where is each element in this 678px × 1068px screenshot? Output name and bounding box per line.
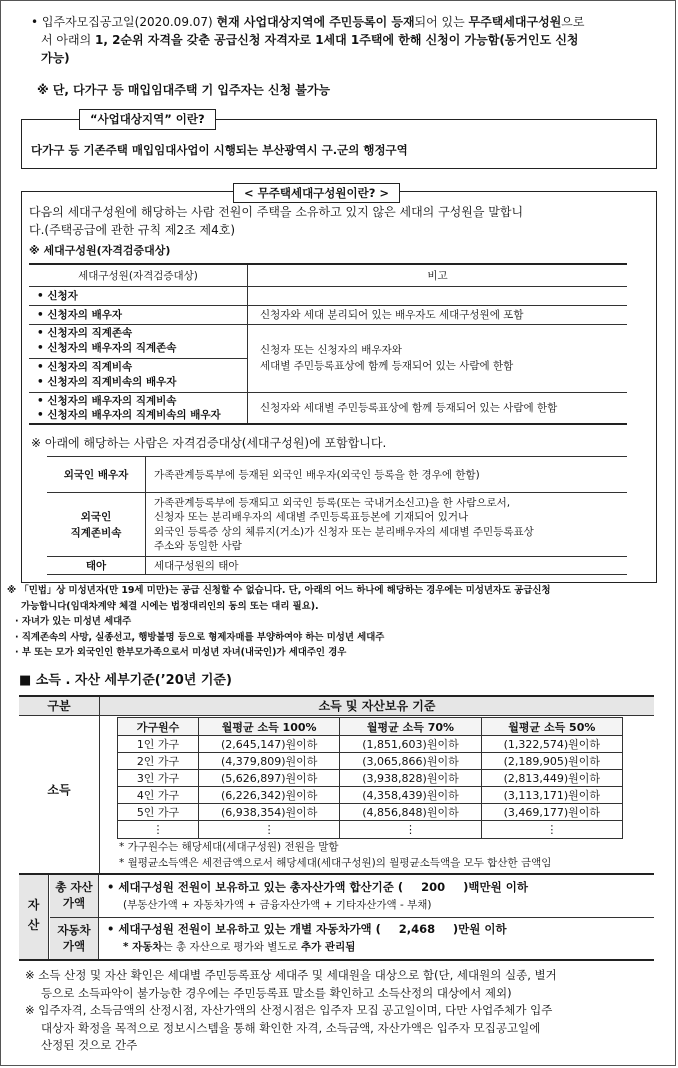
household-desc-line: 다음의 세대구성원에 해당하는 사람 전원이 주택을 소유하고 있지 않은 세대의 구성원을 말합니 xyxy=(29,205,524,219)
label-line: 가액 xyxy=(62,939,86,953)
cell: 3인 가구 xyxy=(118,770,199,787)
total-asset-formula: (부동산가액 + 자동차가액 + 금융자산가액 + 기타자산가액 - 부채) xyxy=(123,899,432,911)
cell: 2인 가구 xyxy=(118,753,199,770)
label-line: 직계존비속 xyxy=(70,526,122,539)
criterion-text: )만원 이하 xyxy=(452,922,507,936)
footer-line: 산정된 것으로 간주 xyxy=(41,1038,138,1052)
table-row xyxy=(118,753,623,770)
intro-note: ※ 단, 다가구 등 매입임대주택 기 입주자는 신청 불가능 xyxy=(37,83,331,97)
col-income-70: 월평균 소득 70% xyxy=(340,718,481,736)
note-cell: 신청자와 세대별 주민등록표상에 함께 등재되어 있는 사람에 한함 xyxy=(260,402,558,415)
table-row xyxy=(47,493,627,557)
col-income-50: 월평균 소득 50% xyxy=(481,718,622,736)
cell: (6,938,354)원이하 xyxy=(199,804,340,821)
table-row xyxy=(118,736,623,753)
col-header-note: 비고 xyxy=(427,269,448,282)
cell: (1,851,603)원이하 xyxy=(340,736,481,753)
car-asset-label xyxy=(50,918,99,959)
cell: (3,065,866)원이하 xyxy=(340,753,481,770)
member-line: • 신청자의 직계존속 xyxy=(37,327,133,339)
minor-line: · 부 또는 모가 외국인인 한부모가족으로서 미성년 자녀(내국인)가 세대주인 경우 xyxy=(15,647,347,658)
car-asset-value: 2,468 xyxy=(398,922,436,936)
cell: 5인 가구 xyxy=(118,804,199,821)
label-line: 총 자산 xyxy=(55,880,93,894)
table-row xyxy=(29,286,627,305)
asset-label-char: 산 xyxy=(27,918,40,932)
cell: (4,358,439)원이하 xyxy=(340,787,481,804)
included-text xyxy=(146,493,628,557)
intro-text: 서 아래의 xyxy=(41,33,95,47)
col-household-size: 가구원수 xyxy=(118,718,199,736)
footer-line: 등으로 소득파악이 불가능한 경우에는 주민등록표 말소를 확인하고 소득산정의 대상에서 제외) xyxy=(41,985,512,1000)
criterion-text: • 세대구성원 전원이 보유하고 있는 개별 자동차가액 ( xyxy=(107,922,381,936)
cell: (2,189,905)원이하 xyxy=(481,753,622,770)
minor-line: · 직계존속의 사망, 실종선고, 행방불명 등으로 형제자매를 부양하여야 하는 미성년 세대주 xyxy=(15,631,385,643)
cell: (6,226,342)원이하 xyxy=(199,787,340,804)
total-asset-value: 200 xyxy=(421,880,446,894)
criteria-header-standard: 소득 및 자산보유 기준 xyxy=(100,697,654,715)
table-row xyxy=(118,787,623,804)
table-row xyxy=(47,557,627,575)
car-asset-criterion xyxy=(107,921,507,937)
asset-label xyxy=(19,875,49,959)
household-box-tab: < 무주택세대구성원이란? > xyxy=(233,183,400,203)
criterion-text: • 세대구성원 전원이 보유하고 있는 총자산가액 합산기준 ( xyxy=(107,880,404,894)
criteria-divider xyxy=(99,715,100,873)
text-line: 가족관계등록부에 등재되고 외국인 등록(또는 국내거소신고)을 한 사람으로서, xyxy=(154,496,511,509)
table-row xyxy=(118,804,623,821)
included-text: 세대구성원의 태아 xyxy=(154,560,239,572)
note-text: 는 총 자산으로 평가와 별도로 xyxy=(162,941,301,953)
household-desc xyxy=(29,203,523,239)
minor-line: ※ 「민법」상 미성년자(만 19세 미만)는 공급 신청할 수 없습니다. 단, 아래의 어느 하나에 해당하는 경우에는 미성년자도 공급신청 xyxy=(7,585,551,596)
minor-line: 가능합니다(임대차계약 체결 시에는 법정대리인의 동의 또는 대리 필요). xyxy=(21,600,319,612)
member-line: • 신청자의 직계비속의 배우자 xyxy=(37,376,177,388)
text-line: 외국인 등록증 상의 체류지(거소)가 신청자 또는 분리배우자의 세대별 주민등록표상 xyxy=(154,525,534,538)
intro-bold: 가능) xyxy=(41,51,70,65)
intro-text: 으로 xyxy=(561,15,585,29)
table-row xyxy=(118,770,623,787)
criteria-bottom-rule xyxy=(19,959,654,961)
member-cell: • 신청자 xyxy=(29,286,248,305)
cell: ⋮ xyxy=(481,821,622,839)
household-desc-line: 다.(주택공급에 관한 규칙 제2조 제4호) xyxy=(29,223,235,237)
criteria-rule xyxy=(50,917,654,918)
criteria-rule xyxy=(19,715,654,716)
cell: (1,322,574)원이하 xyxy=(481,736,622,753)
intro-bold: 무주택세대구성원 xyxy=(468,15,562,29)
note-cell xyxy=(248,324,628,392)
income-note: * 월평균소득액은 세전금액으로서 해당세대(세대구성원)의 월평균소득액을 모두 합산한 금액임 xyxy=(119,857,552,869)
asset-label-char: 자 xyxy=(27,898,40,912)
table-row xyxy=(29,305,627,324)
member-cell xyxy=(29,392,248,424)
included-label: 외국인 배우자 xyxy=(47,457,146,493)
cell: (2,645,147)원이하 xyxy=(199,736,340,753)
bullet: • xyxy=(31,15,39,29)
member-cell xyxy=(29,358,248,392)
member-line: • 신청자의 배우자의 직계존속 xyxy=(37,342,177,354)
text-line: 주소와 동일한 사람 xyxy=(154,540,242,552)
label-line: 자동차 xyxy=(57,923,91,937)
note-line: 신청자 또는 신청자의 배우자와 xyxy=(260,344,402,356)
income-label: 소득 xyxy=(47,783,71,797)
car-asset-note xyxy=(123,939,355,954)
criterion-text: )백만원 이하 xyxy=(463,880,528,894)
included-heading: ※ 아래에 해당하는 사람은 자격검증대상(세대구성원)에 포함합니다. xyxy=(31,436,387,450)
label-line: 외국인 xyxy=(80,510,112,523)
member-cell xyxy=(29,324,248,358)
cell: 4인 가구 xyxy=(118,787,199,804)
criteria-rule xyxy=(19,873,654,875)
footer-line: ※ 입주자격, 소득금액의 산정시점, 자산가액의 산정시점은 입주자 모집 공고일이며, 다만 사업주체가 입주 xyxy=(25,1003,553,1017)
note-cell: 신청자와 세대 분리되어 있는 배우자도 세대구성원에 포함 xyxy=(260,309,524,321)
cell: (4,856,848)원이하 xyxy=(340,804,481,821)
footer-notes xyxy=(25,967,665,1055)
intro-bold: 현재 사업대상지역에 주민등록이 등재 xyxy=(216,15,415,29)
household-subhead: ※ 세대구성원(자격검증대상) xyxy=(29,244,171,257)
table-row xyxy=(118,821,623,839)
criteria-title: ■ 소득 . 자산 세부기준(’20년 기준) xyxy=(19,673,232,688)
member-line: • 신청자의 직계비속 xyxy=(37,361,133,373)
intro-text: 입주자모집공고일(2020.09.07) xyxy=(41,15,217,29)
cell: (3,938,828)원이하 xyxy=(340,770,481,787)
note-bold: * 자동차 xyxy=(123,941,163,953)
region-box-text: 다가구 등 기존주택 매입임대사업이 시행되는 부산광역시 구.군의 행정구역 xyxy=(31,143,408,157)
region-box-tab: “사업대상지역” 이란? xyxy=(79,109,216,130)
income-notes xyxy=(119,839,551,871)
intro-paragraph xyxy=(31,13,651,67)
note-bold: 추가 관리됨 xyxy=(300,941,356,953)
col-header-member: 세대구성원(자격검증대상) xyxy=(29,264,248,286)
included-label: 태아 xyxy=(47,557,146,575)
cell: ⋮ xyxy=(340,821,481,839)
included-label xyxy=(47,493,146,557)
footer-line: ※ 소득 산정 및 자산 확인은 세대별 주민등록표상 세대주 및 세대원을 대상으로 함(단, 세대원의 실종, 별거 xyxy=(25,968,557,982)
intro-bold: 1, 2순위 자격을 갖춘 공급신청 자격자로 1세대 1주택에 한해 신청이 가능함(동거인도 신청 xyxy=(95,33,579,47)
cell: ⋮ xyxy=(118,821,199,839)
note-line: 세대별 주민등록표상에 함께 등재되어 있는 사람에 한함 xyxy=(260,360,514,372)
table-row xyxy=(29,392,627,424)
intro-text: 되어 있는 xyxy=(414,15,469,29)
minor-notes xyxy=(7,583,673,661)
cell: (4,379,809)원이하 xyxy=(199,753,340,770)
total-asset-label xyxy=(50,875,99,917)
included-table xyxy=(47,456,627,575)
member-line: • 신청자의 배우자의 직계비속 xyxy=(37,394,177,407)
member-table xyxy=(29,263,627,425)
minor-line: · 자녀가 있는 미성년 세대주 xyxy=(15,616,132,627)
member-line: • 신청자의 배우자의 직계비속의 배우자 xyxy=(37,408,221,421)
cell: (3,113,171)원이하 xyxy=(481,787,622,804)
table-row xyxy=(47,457,627,493)
income-note: * 가구원수는 해당세대(세대구성원) 전원을 말함 xyxy=(119,841,339,853)
income-header-row xyxy=(118,718,623,736)
table-header-row xyxy=(29,264,627,286)
col-income-100: 월평균 소득 100% xyxy=(199,718,340,736)
label-line: 가액 xyxy=(62,896,86,910)
cell: (2,813,449)원이하 xyxy=(481,770,622,787)
included-text: 가족관계등록부에 등재된 외국인 배우자(외국인 등록을 한 경우에 한함) xyxy=(154,469,480,481)
criteria-header-gubun: 구분 xyxy=(19,697,100,715)
member-cell: • 신청자의 배우자 xyxy=(29,305,248,324)
cell: (5,626,897)원이하 xyxy=(199,770,340,787)
cell: ⋮ xyxy=(199,821,340,839)
total-asset-criterion xyxy=(107,879,528,895)
income-table xyxy=(117,717,623,839)
cell: (3,469,177)원이하 xyxy=(481,804,622,821)
footer-line: 대상자 확정을 목적으로 정보시스템을 통해 확인한 자격, 소득금액, 자산가액은 입주자 모집공고일에 xyxy=(41,1020,541,1035)
note-cell xyxy=(248,286,628,305)
text-line: 신청자 또는 분리배우자의 세대별 주민등록표등본에 기재되어 있거나 xyxy=(154,511,469,523)
table-row xyxy=(29,324,627,358)
cell: 1인 가구 xyxy=(118,736,199,753)
